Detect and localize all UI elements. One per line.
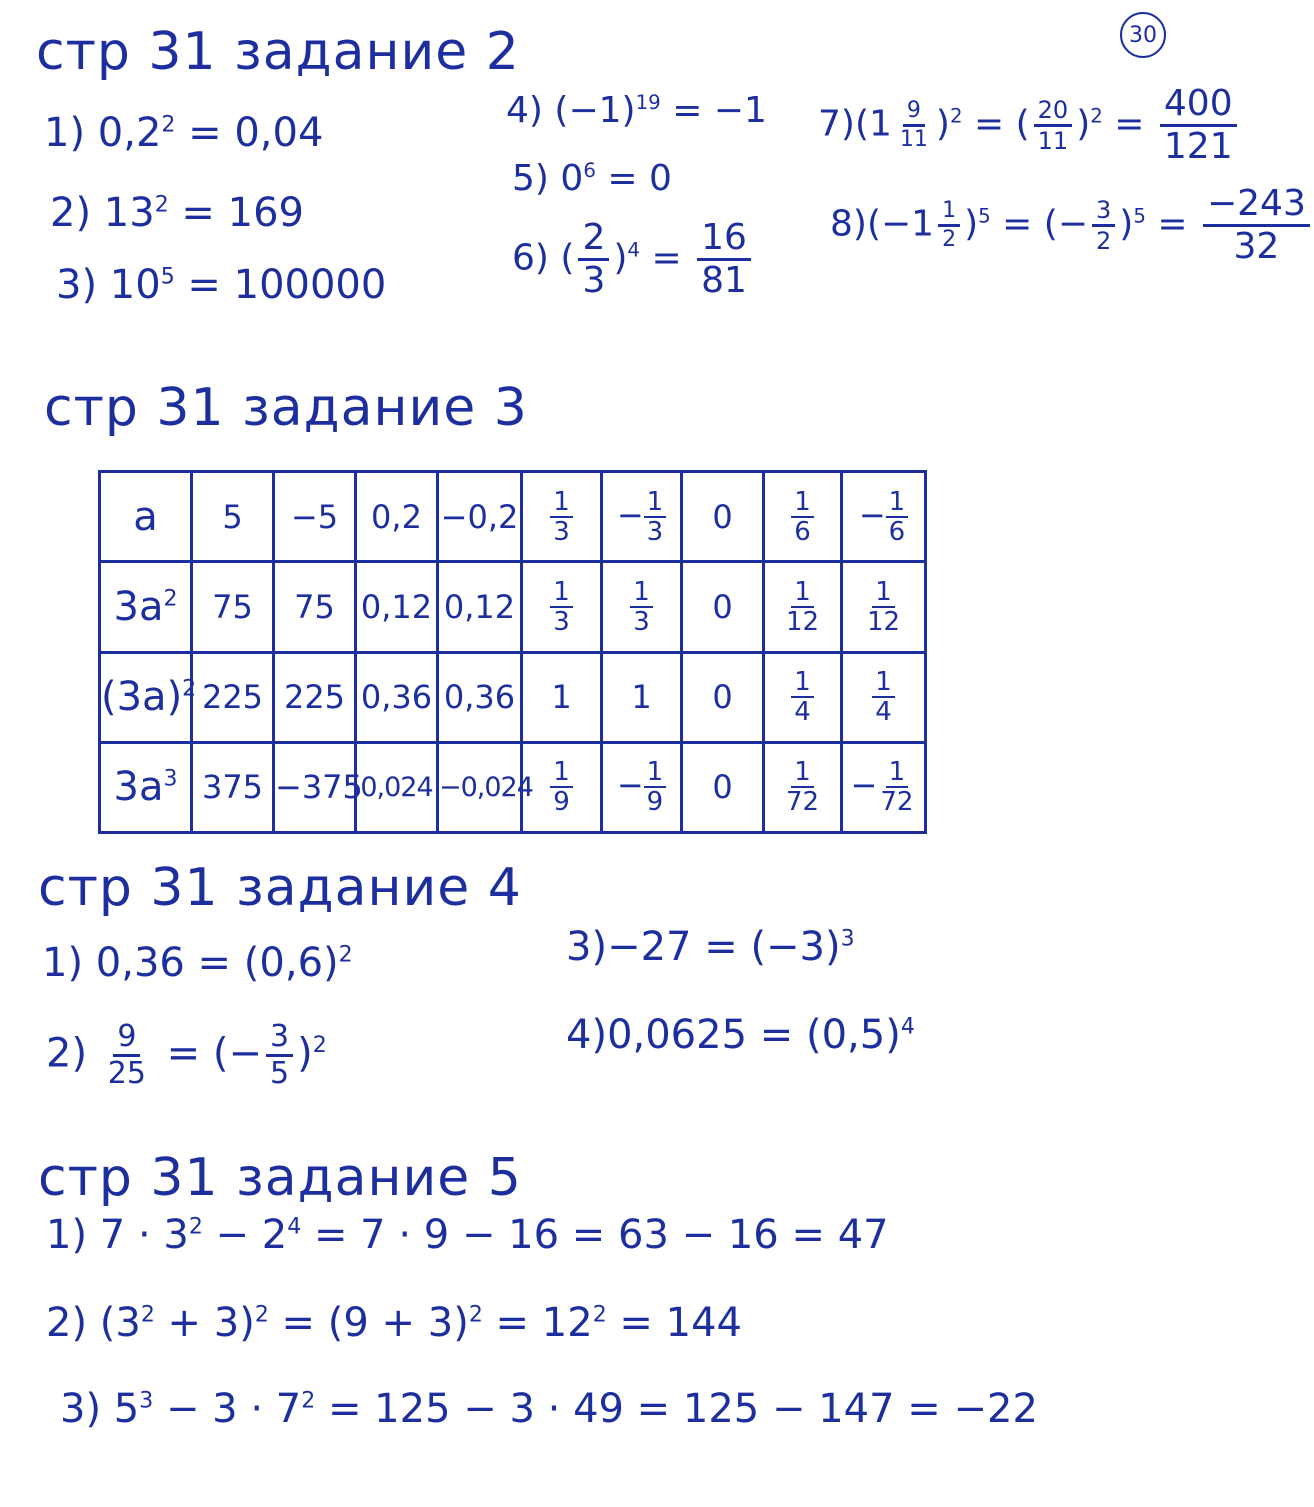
task2-item-6: 6) ( $\frac{2}{3}$ )$^4$ = $\frac{16}{81}$ <box>512 220 755 299</box>
table-cell: 0 <box>682 652 764 742</box>
table-cell: 0,12 <box>438 562 522 652</box>
table-cell: $\frac{1}{4}$ <box>764 652 842 742</box>
table-cell: $\frac{1}{9}$ <box>522 742 602 832</box>
table-cell: 0,2 <box>356 472 438 562</box>
table-cell: −375 <box>274 742 356 832</box>
task2-item-3: 3) $10^5 = 100000$ <box>56 262 387 308</box>
table-cell: 0,36 <box>438 652 522 742</box>
task3-header: стр 31 задание 3 <box>44 378 528 438</box>
table-cell: 1 <box>602 652 682 742</box>
table-cell: 0,12 <box>356 562 438 652</box>
task4-header: стр 31 задание 4 <box>38 858 522 918</box>
table-cell: − $\frac{1}{72}$ <box>842 742 926 832</box>
table-cell: −0,024 <box>438 742 522 832</box>
table-cell: − $\frac{1}{3}$ <box>602 472 682 562</box>
table-cell: $\frac{1}{12}$ <box>842 562 926 652</box>
task4-item-2: 2) $\frac{9}{25}$ = (− $\frac{3}{5}$ )$^2$ <box>46 1019 327 1091</box>
table-row <box>100 652 926 742</box>
task2-item-1: 1) $0,2^2 = 0,04$ <box>44 110 324 156</box>
table-cell: $\frac{1}{12}$ <box>764 562 842 652</box>
table-cell: $\frac{1}{3}$ <box>522 562 602 652</box>
task5-line-1: 1) $7 \cdot 3^2 - 2^4 = 7 \cdot 9 - 16 = 63 - 16 = 47$ <box>46 1212 889 1258</box>
table-cell: 225 <box>274 652 356 742</box>
task5-line-3: 3) $5^3 - 3 \cdot 7^2 = 125 - 3 \cdot 49 = 125 - 147 = -22$ <box>60 1386 1038 1432</box>
values-table <box>98 470 927 834</box>
table-cell: $\frac{1}{3}$ <box>522 472 602 562</box>
table-cell: −5 <box>274 472 356 562</box>
task2-header: стр 31 задание 2 <box>36 22 520 82</box>
table-cell: 375 <box>192 742 274 832</box>
table-cell: 0,36 <box>356 652 438 742</box>
row-label: $(3a)^2$ <box>100 652 192 742</box>
task2-item-5: 5) $0^6 = 0$ <box>512 158 672 199</box>
task4-item-4: $4)0,0625 = (0,5)^4$ <box>566 1012 915 1058</box>
table-cell: 225 <box>192 652 274 742</box>
table-row <box>100 472 926 562</box>
table-cell: 75 <box>274 562 356 652</box>
row-label: $3a^3$ <box>100 742 192 832</box>
table-cell: 0 <box>682 472 764 562</box>
table-cell: $\frac{1}{72}$ <box>764 742 842 832</box>
table-cell: 0,024 <box>356 742 438 832</box>
task5-header: стр 31 задание 5 <box>38 1148 522 1208</box>
task4-item-1: 1) $0,36 = (0,6)^2$ <box>42 940 353 986</box>
table-cell: 5 <box>192 472 274 562</box>
row-label: $3a^2$ <box>100 562 192 652</box>
table-cell: 0 <box>682 562 764 652</box>
task2-item-2: 2) $13^2 = 169$ <box>50 190 304 236</box>
table-cell: $\frac{1}{3}$ <box>602 562 682 652</box>
task5-line-2: 2) $(3^2 + 3)^2 = (9 + 3)^2 = 12^2 = 144$ <box>46 1300 742 1346</box>
table-cell: $\frac{1}{6}$ <box>764 472 842 562</box>
table-cell: 75 <box>192 562 274 652</box>
table-row <box>100 562 926 652</box>
table-row <box>100 742 926 832</box>
table-cell: $\frac{1}{4}$ <box>842 652 926 742</box>
task2-item-8: 8)(−1 $\frac{1}{2}$ )$^5$ = (− $\frac{3}{2}$ )$^5$ = $\frac{-243}{32}$ <box>830 186 1314 265</box>
table-cell: 0 <box>682 742 764 832</box>
table-cell: − $\frac{1}{6}$ <box>842 472 926 562</box>
task4-item-3: $3)-27 = (-3)^3$ <box>566 924 855 970</box>
task2-item-7: 7)(1 $\frac{9}{11}$ )$^2$ = ( $\frac{20}{11}$ )$^2$ = $\frac{400}{121}$ <box>818 86 1241 165</box>
row-label: a <box>100 472 192 562</box>
table-cell: − $\frac{1}{9}$ <box>602 742 682 832</box>
table-cell: 1 <box>522 652 602 742</box>
page-number: 30 <box>1120 12 1166 58</box>
task2-item-4: 4) $(-1)^{19} = -1$ <box>506 90 767 131</box>
table-cell: −0,2 <box>438 472 522 562</box>
